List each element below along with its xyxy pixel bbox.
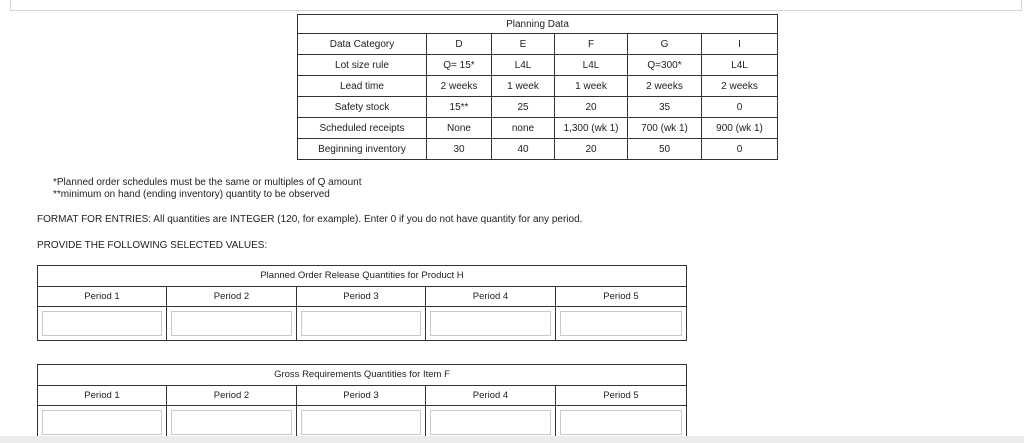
period-3-input[interactable] — [301, 311, 421, 336]
provide-values-heading: PROVIDE THE FOLLOWING SELECTED VALUES: — [37, 240, 268, 251]
table-cell: 20 — [555, 97, 628, 118]
table-cell: 20 — [555, 139, 628, 160]
table-cell: none — [492, 118, 555, 139]
table-cell: 50 — [628, 139, 702, 160]
period-3-input[interactable] — [301, 410, 421, 435]
table-cell: 25 — [492, 97, 555, 118]
period-header: Period 2 — [167, 386, 297, 406]
planning-data-table — [297, 14, 778, 160]
table-cell: 15** — [427, 97, 492, 118]
table-row — [298, 55, 778, 76]
table-cell: Q=300* — [628, 55, 702, 76]
table-cell: 0 — [702, 97, 778, 118]
period-header: Period 1 — [38, 386, 167, 406]
table-cell: None — [427, 118, 492, 139]
row-label: Lead time — [298, 76, 427, 97]
input-cell — [38, 406, 167, 439]
table-cell: L4L — [702, 55, 778, 76]
input-row — [38, 406, 686, 439]
header-i: I — [702, 34, 778, 55]
input-cell — [167, 307, 297, 340]
table-cell: L4L — [555, 55, 628, 76]
table-row — [298, 118, 778, 139]
table-cell: L4L — [492, 55, 555, 76]
header-d: D — [427, 34, 492, 55]
period-2-input[interactable] — [171, 410, 292, 435]
input-cell — [556, 307, 686, 340]
table-cell: 900 (wk 1) — [702, 118, 778, 139]
period-header: Period 5 — [556, 287, 686, 307]
period-header: Period 1 — [38, 287, 167, 307]
table-cell: 40 — [492, 139, 555, 160]
period-header: Period 3 — [297, 287, 426, 307]
table-cell: 2 weeks — [702, 76, 778, 97]
row-label: Scheduled receipts — [298, 118, 427, 139]
header-data-category: Data Category — [298, 34, 427, 55]
note-planned-order: *Planned order schedules must be the same or multiples of Q amount — [53, 177, 362, 188]
gross-requirements-table — [37, 364, 687, 440]
period-2-input[interactable] — [171, 311, 292, 336]
period-4-input[interactable] — [430, 311, 551, 336]
period-5-input[interactable] — [560, 410, 682, 435]
top-frame — [10, 0, 1022, 11]
period-header-row — [38, 287, 686, 307]
input-cell — [426, 406, 556, 439]
format-instructions: FORMAT FOR ENTRIES: All quantities are INTEGER (120, for example). Enter 0 if you do not have quantity for any period. — [37, 214, 583, 225]
header-e: E — [492, 34, 555, 55]
input-cell — [38, 307, 167, 340]
table-row — [298, 139, 778, 160]
period-header: Period 4 — [426, 386, 556, 406]
table-cell: Q= 15* — [427, 55, 492, 76]
table-cell: 35 — [628, 97, 702, 118]
input-cell — [426, 307, 556, 340]
period-1-input[interactable] — [42, 311, 162, 336]
period-header: Period 4 — [426, 287, 556, 307]
row-label: Lot size rule — [298, 55, 427, 76]
input-row — [38, 307, 686, 340]
row-label: Safety stock — [298, 97, 427, 118]
period-header: Period 2 — [167, 287, 297, 307]
table-cell: 2 weeks — [427, 76, 492, 97]
table-cell: 2 weeks — [628, 76, 702, 97]
planning-data-title: Planning Data — [298, 15, 778, 34]
input-cell — [297, 307, 426, 340]
planning-header-row — [298, 34, 778, 55]
period-5-input[interactable] — [560, 311, 682, 336]
input-cell — [556, 406, 686, 439]
bottom-scroll-area — [0, 436, 1024, 443]
period-1-input[interactable] — [42, 410, 162, 435]
table-cell: 1 week — [555, 76, 628, 97]
header-g: G — [628, 34, 702, 55]
table-row — [298, 97, 778, 118]
row-label: Beginning inventory — [298, 139, 427, 160]
input-cell — [167, 406, 297, 439]
input-cell — [297, 406, 426, 439]
planned-order-release-table — [37, 265, 687, 341]
table-row — [298, 76, 778, 97]
note-minimum-on-hand: **minimum on hand (ending inventory) quantity to be observed — [53, 189, 330, 200]
table-caption: Planned Order Release Quantities for Product H — [38, 266, 686, 287]
table-cell: 30 — [427, 139, 492, 160]
table-cell: 0 — [702, 139, 778, 160]
table-cell: 1 week — [492, 76, 555, 97]
table-cell: 700 (wk 1) — [628, 118, 702, 139]
period-4-input[interactable] — [430, 410, 551, 435]
header-f: F — [555, 34, 628, 55]
table-caption: Gross Requirements Quantities for Item F — [38, 365, 686, 386]
period-header: Period 5 — [556, 386, 686, 406]
table-cell: 1,300 (wk 1) — [555, 118, 628, 139]
period-header: Period 3 — [297, 386, 426, 406]
period-header-row — [38, 386, 686, 406]
